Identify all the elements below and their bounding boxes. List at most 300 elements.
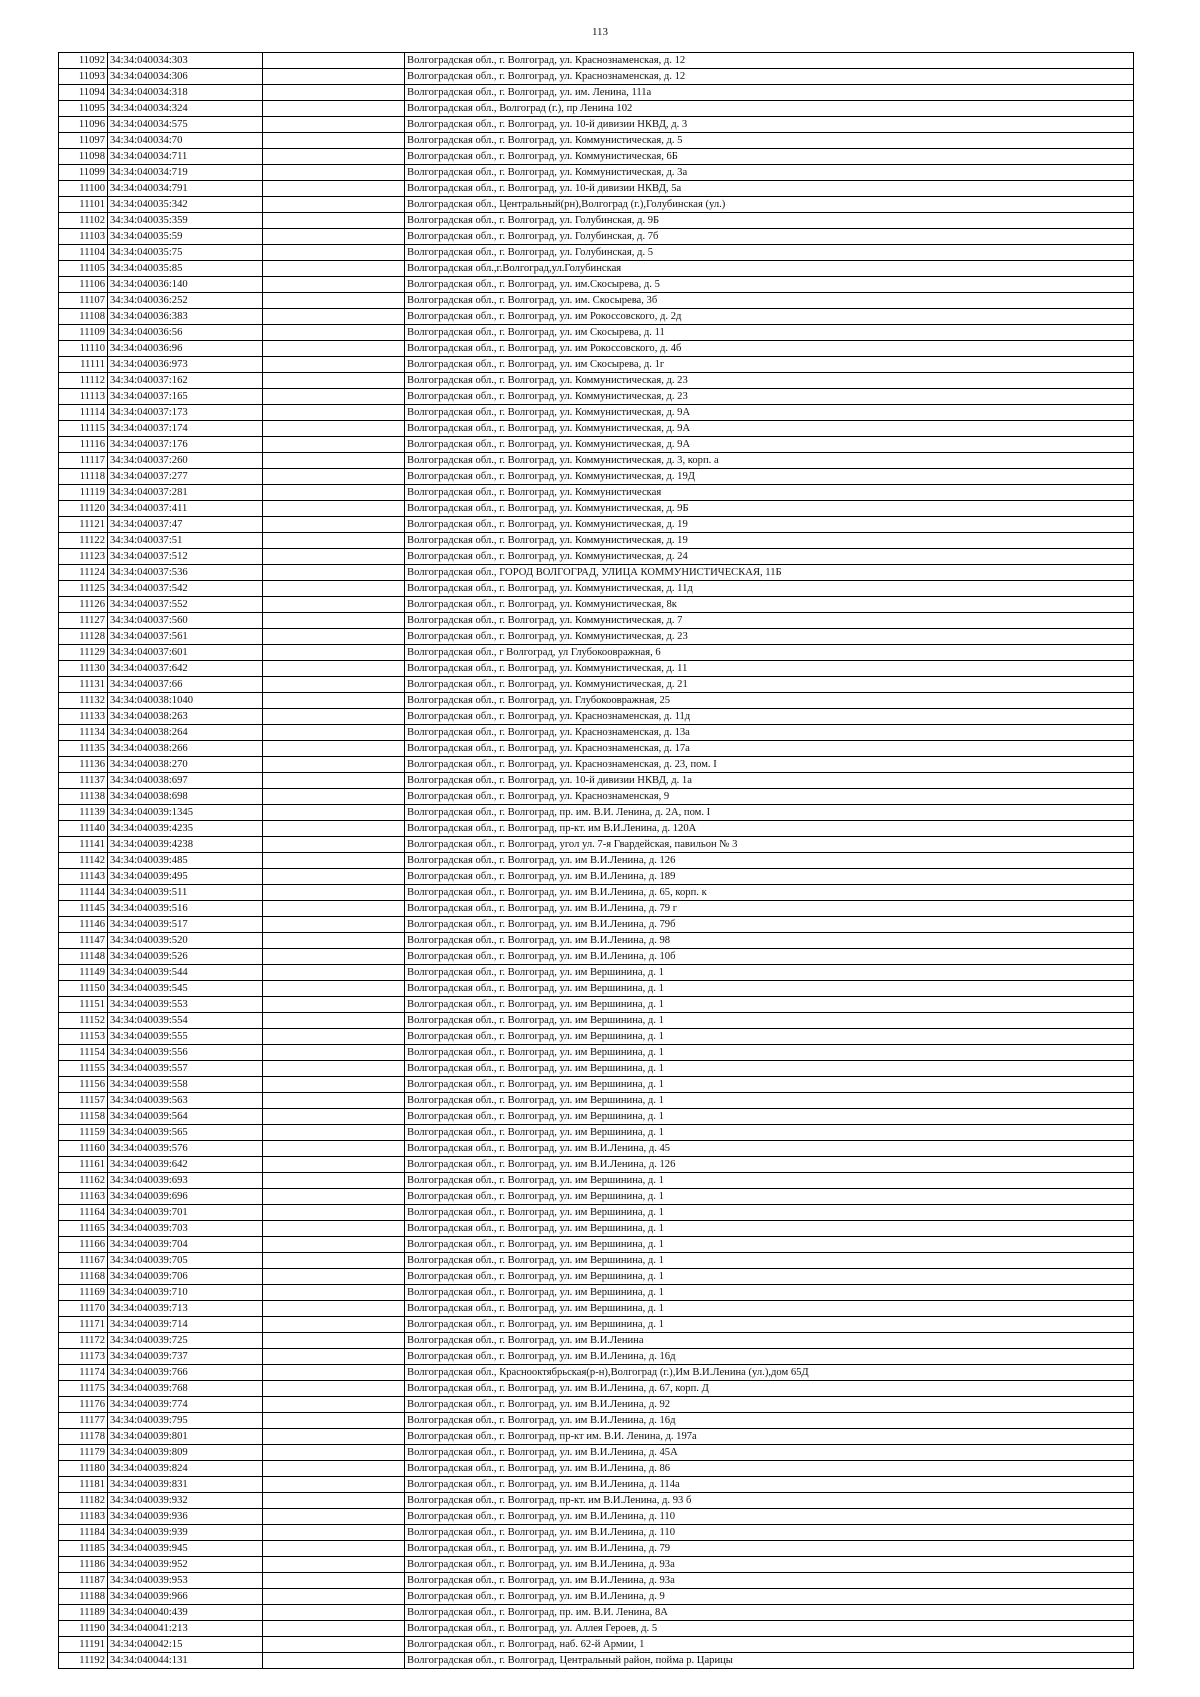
empty-cell: [263, 133, 405, 149]
table-row: [59, 1221, 1134, 1237]
address-cell: Волгоградская обл., г. Волгоград, ул. им В.И.Ленина, д. 45: [405, 1141, 1134, 1157]
row-number-cell: 11152: [59, 1013, 108, 1029]
table-row: [59, 613, 1134, 629]
address-cell: Волгоградская обл., г. Волгоград, пр-кт. им В.И.Ленина, д. 93 б: [405, 1493, 1134, 1509]
row-number-cell: 11148: [59, 949, 108, 965]
table-row: [59, 1413, 1134, 1429]
address-cell: Волгоградская обл., г. Волгоград, ул. им Вершинина, д. 1: [405, 1221, 1134, 1237]
row-number-cell: 11185: [59, 1541, 108, 1557]
cadastral-number-cell: 34:34:040036:383: [108, 309, 263, 325]
table-row: [59, 981, 1134, 997]
empty-cell: [263, 693, 405, 709]
cadastral-number-cell: 34:34:040039:824: [108, 1461, 263, 1477]
table-row: [59, 901, 1134, 917]
cadastral-number-cell: 34:34:040037:176: [108, 437, 263, 453]
row-number-cell: 11141: [59, 837, 108, 853]
cadastral-number-cell: 34:34:040039:939: [108, 1525, 263, 1541]
cadastral-number-cell: 34:34:040039:556: [108, 1045, 263, 1061]
table-row: [59, 325, 1134, 341]
empty-cell: [263, 101, 405, 117]
empty-cell: [263, 1237, 405, 1253]
empty-cell: [263, 757, 405, 773]
cadastral-number-cell: 34:34:040038:697: [108, 773, 263, 789]
empty-cell: [263, 1541, 405, 1557]
table-row: [59, 469, 1134, 485]
empty-cell: [263, 1157, 405, 1173]
row-number-cell: 11138: [59, 789, 108, 805]
cadastral-number-cell: 34:34:040039:766: [108, 1365, 263, 1381]
cadastral-number-cell: 34:34:040039:945: [108, 1541, 263, 1557]
address-cell: Волгоградская обл., г. Волгоград, ул. Коммунистическая, д. 23: [405, 373, 1134, 389]
address-cell: Волгоградская обл., г. Волгоград, Центральный район, пойма р. Царицы: [405, 1653, 1134, 1669]
address-cell: Волгоградская обл., г. Волгоград, ул. им Вершинина, д. 1: [405, 1029, 1134, 1045]
cadastral-number-cell: 34:34:040034:575: [108, 117, 263, 133]
row-number-cell: 11129: [59, 645, 108, 661]
cadastral-number-cell: 34:34:040039:557: [108, 1061, 263, 1077]
row-number-cell: 11122: [59, 533, 108, 549]
cadastral-number-cell: 34:34:040039:953: [108, 1573, 263, 1589]
address-cell: Волгоградская обл., г. Волгоград, ул. им Вершинина, д. 1: [405, 981, 1134, 997]
empty-cell: [263, 1493, 405, 1509]
row-number-cell: 11154: [59, 1045, 108, 1061]
empty-cell: [263, 1285, 405, 1301]
table-row: [59, 533, 1134, 549]
empty-cell: [263, 965, 405, 981]
address-cell: Волгоградская обл., г. Волгоград, ул. им Вершинина, д. 1: [405, 997, 1134, 1013]
empty-cell: [263, 885, 405, 901]
row-number-cell: 11176: [59, 1397, 108, 1413]
table-row: [59, 725, 1134, 741]
row-number-cell: 11137: [59, 773, 108, 789]
cadastral-number-cell: 34:34:040039:544: [108, 965, 263, 981]
cadastral-number-cell: 34:34:040039:4235: [108, 821, 263, 837]
table-row: [59, 789, 1134, 805]
row-number-cell: 11149: [59, 965, 108, 981]
table-row: [59, 837, 1134, 853]
cadastral-number-cell: 34:34:040035:75: [108, 245, 263, 261]
empty-cell: [263, 165, 405, 181]
address-cell: Волгоградская обл., г. Волгоград, ул. им В.И.Ленина, д. 93а: [405, 1557, 1134, 1573]
address-cell: Волгоградская обл., г. Волгоград, ул. Краснознаменская, д. 12: [405, 53, 1134, 69]
table-row: [59, 1349, 1134, 1365]
table-row: [59, 1253, 1134, 1269]
cadastral-number-cell: 34:34:040039:725: [108, 1333, 263, 1349]
table-row: [59, 1301, 1134, 1317]
cadastral-number-cell: 34:34:040037:536: [108, 565, 263, 581]
row-number-cell: 11117: [59, 453, 108, 469]
cadastral-number-cell: 34:34:040040:439: [108, 1605, 263, 1621]
table-row: [59, 853, 1134, 869]
row-number-cell: 11166: [59, 1237, 108, 1253]
address-cell: Волгоградская обл., г. Волгоград, пр-кт. им В.И.Ленина, д. 120А: [405, 821, 1134, 837]
row-number-cell: 11142: [59, 853, 108, 869]
table-row: [59, 1429, 1134, 1445]
cadastral-number-cell: 34:34:040037:277: [108, 469, 263, 485]
address-cell: Волгоградская обл., г. Волгоград, ул. Коммунистическая, д. 21: [405, 677, 1134, 693]
row-number-cell: 11162: [59, 1173, 108, 1189]
row-number-cell: 11169: [59, 1285, 108, 1301]
table-row: [59, 1045, 1134, 1061]
address-cell: Волгоградская обл., г. Волгоград, ул. Коммунистическая, 6Б: [405, 149, 1134, 165]
empty-cell: [263, 469, 405, 485]
row-number-cell: 11110: [59, 341, 108, 357]
address-cell: Волгоградская обл., г. Волгоград, ул. им В.И.Ленина, д. 110: [405, 1509, 1134, 1525]
cadastral-number-cell: 34:34:040034:719: [108, 165, 263, 181]
cadastral-number-cell: 34:34:040039:554: [108, 1013, 263, 1029]
empty-cell: [263, 181, 405, 197]
table-row: [59, 1029, 1134, 1045]
address-cell: Волгоградская обл., г. Волгоград, ул. им Вершинина, д. 1: [405, 1317, 1134, 1333]
cadastral-number-cell: 34:34:040034:303: [108, 53, 263, 69]
address-cell: Волгоградская обл., г. Волгоград, ул. им Вершинина, д. 1: [405, 965, 1134, 981]
cadastral-number-cell: 34:34:040037:601: [108, 645, 263, 661]
cadastral-number-cell: 34:34:040037:542: [108, 581, 263, 597]
address-cell: Волгоградская обл., г. Волгоград, ул. Коммунистическая, д. 11: [405, 661, 1134, 677]
address-cell: Волгоградская обл., г. Волгоград, ул. им. Скосырева, 3б: [405, 293, 1134, 309]
address-cell: Волгоградская обл., г. Волгоград, угол ул. 7-я Гвардейская, павильон № 3: [405, 837, 1134, 853]
cadastral-number-cell: 34:34:040039:526: [108, 949, 263, 965]
address-cell: Волгоградская обл., г. Волгоград, ул. им Рокоссовского, д. 2д: [405, 309, 1134, 325]
empty-cell: [263, 53, 405, 69]
empty-cell: [263, 85, 405, 101]
empty-cell: [263, 1573, 405, 1589]
cadastral-number-cell: 34:34:040038:270: [108, 757, 263, 773]
empty-cell: [263, 1589, 405, 1605]
cadastral-number-cell: 34:34:040039:642: [108, 1157, 263, 1173]
address-cell: Волгоградская обл., г. Волгоград, ул. им В.И.Ленина, д. 10б: [405, 949, 1134, 965]
address-cell: Волгоградская обл., г. Волгоград, ул. Коммунистическая, д. 9А: [405, 421, 1134, 437]
row-number-cell: 11099: [59, 165, 108, 181]
address-cell: Волгоградская обл., г. Волгоград, ул. им Вершинина, д. 1: [405, 1205, 1134, 1221]
cadastral-number-cell: 34:34:040039:576: [108, 1141, 263, 1157]
cadastral-number-cell: 34:34:040039:555: [108, 1029, 263, 1045]
table-row: [59, 933, 1134, 949]
table-row: [59, 373, 1134, 389]
row-number-cell: 11098: [59, 149, 108, 165]
row-number-cell: 11127: [59, 613, 108, 629]
row-number-cell: 11114: [59, 405, 108, 421]
row-number-cell: 11161: [59, 1157, 108, 1173]
cadastral-number-cell: 34:34:040038:266: [108, 741, 263, 757]
row-number-cell: 11093: [59, 69, 108, 85]
table-row: [59, 213, 1134, 229]
row-number-cell: 11150: [59, 981, 108, 997]
table-row: [59, 1125, 1134, 1141]
table-row: [59, 261, 1134, 277]
table-row: [59, 277, 1134, 293]
table-row: [59, 517, 1134, 533]
empty-cell: [263, 981, 405, 997]
cadastral-number-cell: 34:34:040039:4238: [108, 837, 263, 853]
table-row: [59, 1557, 1134, 1573]
row-number-cell: 11143: [59, 869, 108, 885]
empty-cell: [263, 277, 405, 293]
address-cell: Волгоградская обл.,г.Волгоград,ул.Голубинская: [405, 261, 1134, 277]
address-cell: Волгоградская обл., г. Волгоград, ул. им Вершинина, д. 1: [405, 1269, 1134, 1285]
row-number-cell: 11189: [59, 1605, 108, 1621]
address-cell: Волгоградская обл., г Волгоград, ул Глубокоовражная, 6: [405, 645, 1134, 661]
address-cell: Волгоградская обл., г. Волгоград, ул. им В.И.Ленина, д. 114а: [405, 1477, 1134, 1493]
row-number-cell: 11175: [59, 1381, 108, 1397]
empty-cell: [263, 933, 405, 949]
table-row: [59, 341, 1134, 357]
cadastral-number-cell: 34:34:040039:564: [108, 1109, 263, 1125]
empty-cell: [263, 677, 405, 693]
empty-cell: [263, 997, 405, 1013]
address-cell: Волгоградская обл., г. Волгоград, ул. Коммунистическая, д. 9А: [405, 437, 1134, 453]
table-row: [59, 1237, 1134, 1253]
cadastral-number-cell: 34:34:040037:174: [108, 421, 263, 437]
table-row: [59, 229, 1134, 245]
row-number-cell: 11159: [59, 1125, 108, 1141]
table-row: [59, 805, 1134, 821]
table-row: [59, 1013, 1134, 1029]
address-cell: Волгоградская обл., г. Волгоград, ул. им Вершинина, д. 1: [405, 1109, 1134, 1125]
empty-cell: [263, 629, 405, 645]
empty-cell: [263, 1125, 405, 1141]
address-cell: Волгоградская обл., г. Волгоград, ул. Коммунистическая, д. 19: [405, 517, 1134, 533]
cadastral-number-cell: 34:34:040039:795: [108, 1413, 263, 1429]
empty-cell: [263, 725, 405, 741]
address-cell: Волгоградская обл., г. Волгоград, ул. Коммунистическая, д. 23: [405, 629, 1134, 645]
cadastral-number-cell: 34:34:040039:774: [108, 1397, 263, 1413]
row-number-cell: 11187: [59, 1573, 108, 1589]
address-cell: Волгоградская обл., г. Волгоград, пр. им. В.И. Ленина, 8А: [405, 1605, 1134, 1621]
address-cell: Волгоградская обл., г. Волгоград, ул. им.Скосырева, д. 5: [405, 277, 1134, 293]
table-row: [59, 693, 1134, 709]
empty-cell: [263, 549, 405, 565]
table-row: [59, 1605, 1134, 1621]
row-number-cell: 11106: [59, 277, 108, 293]
row-number-cell: 11133: [59, 709, 108, 725]
cadastral-number-cell: 34:34:040037:281: [108, 485, 263, 501]
table-row: [59, 1621, 1134, 1637]
address-cell: Волгоградская обл., г. Волгоград, ул. Голубинская, д. 5: [405, 245, 1134, 261]
cadastral-number-cell: 34:34:040038:263: [108, 709, 263, 725]
address-cell: Волгоградская обл., г. Волгоград, ул. им В.И.Ленина: [405, 1333, 1134, 1349]
empty-cell: [263, 501, 405, 517]
address-cell: Волгоградская обл., г. Волгоград, ул. им В.И.Ленина, д. 126: [405, 1157, 1134, 1173]
empty-cell: [263, 69, 405, 85]
address-cell: Волгоградская обл., г. Волгоград, ул. им Вершинина, д. 1: [405, 1045, 1134, 1061]
table-row: [59, 53, 1134, 69]
table-row: [59, 821, 1134, 837]
empty-cell: [263, 197, 405, 213]
row-number-cell: 11120: [59, 501, 108, 517]
cadastral-number-cell: 34:34:040039:511: [108, 885, 263, 901]
cadastral-number-cell: 34:34:040039:831: [108, 1477, 263, 1493]
row-number-cell: 11190: [59, 1621, 108, 1637]
address-cell: Волгоградская обл., Краснооктябрьская(р-н),Волгоград (г.),Им В.И.Ленина (ул.),дом 65Д: [405, 1365, 1134, 1381]
row-number-cell: 11113: [59, 389, 108, 405]
address-cell: Волгоградская обл., г. Волгоград, ул. Коммунистическая: [405, 485, 1134, 501]
row-number-cell: 11118: [59, 469, 108, 485]
cadastral-number-cell: 34:34:040039:563: [108, 1093, 263, 1109]
cadastral-number-cell: 34:34:040035:59: [108, 229, 263, 245]
address-cell: Волгоградская обл., г. Волгоград, ул. им В.И.Ленина, д. 45А: [405, 1445, 1134, 1461]
address-cell: Волгоградская обл., г. Волгоград, ул. Коммунистическая, д. 5: [405, 133, 1134, 149]
empty-cell: [263, 1637, 405, 1653]
empty-cell: [263, 1349, 405, 1365]
table-row: [59, 1205, 1134, 1221]
address-cell: Волгоградская обл., г. Волгоград, ул. им Вершинина, д. 1: [405, 1077, 1134, 1093]
address-cell: Волгоградская обл., г. Волгоград, ул. им Скосырева, д. 1г: [405, 357, 1134, 373]
page-number: 113: [591, 26, 609, 38]
row-number-cell: 11182: [59, 1493, 108, 1509]
table-row: [59, 1637, 1134, 1653]
address-cell: Волгоградская обл., г. Волгоград, ул. 10-й дивизии НКВД, 5а: [405, 181, 1134, 197]
address-cell: Волгоградская обл., г. Волгоград, ул. им В.И.Ленина, д. 86: [405, 1461, 1134, 1477]
empty-cell: [263, 389, 405, 405]
address-cell: Волгоградская обл., г. Волгоград, ул. им Рокоссовского, д. 4б: [405, 341, 1134, 357]
table-row: [59, 293, 1134, 309]
table-row: [59, 597, 1134, 613]
address-cell: Волгоградская обл., г. Волгоград, ул. им В.И.Ленина, д. 16д: [405, 1413, 1134, 1429]
row-number-cell: 11111: [59, 357, 108, 373]
empty-cell: [263, 741, 405, 757]
address-cell: Волгоградская обл., г. Волгоград, ул. им В.И.Ленина, д. 92: [405, 1397, 1134, 1413]
empty-cell: [263, 1189, 405, 1205]
empty-cell: [263, 341, 405, 357]
cadastral-number-cell: 34:34:040039:565: [108, 1125, 263, 1141]
address-cell: Волгоградская обл., г. Волгоград, ул. им В.И.Ленина, д. 189: [405, 869, 1134, 885]
table-row: [59, 1333, 1134, 1349]
empty-cell: [263, 309, 405, 325]
cadastral-number-cell: 34:34:040036:973: [108, 357, 263, 373]
row-number-cell: 11178: [59, 1429, 108, 1445]
table-row: [59, 1285, 1134, 1301]
cadastral-number-cell: 34:34:040037:66: [108, 677, 263, 693]
address-cell: Волгоградская обл., г. Волгоград, ул. Голубинская, д. 9Б: [405, 213, 1134, 229]
row-number-cell: 11135: [59, 741, 108, 757]
empty-cell: [263, 1077, 405, 1093]
row-number-cell: 11119: [59, 485, 108, 501]
cadastral-number-cell: 34:34:040037:51: [108, 533, 263, 549]
row-number-cell: 11179: [59, 1445, 108, 1461]
empty-cell: [263, 1109, 405, 1125]
cadastral-number-cell: 34:34:040037:165: [108, 389, 263, 405]
row-number-cell: 11124: [59, 565, 108, 581]
address-cell: Волгоградская обл., г. Волгоград, ул. им В.И.Ленина, д. 79 г: [405, 901, 1134, 917]
table-row: [59, 101, 1134, 117]
row-number-cell: 11109: [59, 325, 108, 341]
address-cell: Волгоградская обл., г. Волгоград, ул. Коммунистическая, д. 19: [405, 533, 1134, 549]
row-number-cell: 11181: [59, 1477, 108, 1493]
cadastral-number-cell: 34:34:040039:558: [108, 1077, 263, 1093]
table-row: [59, 309, 1134, 325]
row-number-cell: 11157: [59, 1093, 108, 1109]
empty-cell: [263, 1045, 405, 1061]
table-row: [59, 389, 1134, 405]
table-row: [59, 1093, 1134, 1109]
cadastral-number-cell: 34:34:040037:411: [108, 501, 263, 517]
address-cell: Волгоградская обл., г. Волгоград, ул. им В.И.Ленина, д. 67, корп. Д: [405, 1381, 1134, 1397]
row-number-cell: 11191: [59, 1637, 108, 1653]
address-cell: Волгоградская обл., Центральный(рн),Волгоград (г.),Голубинская (ул.): [405, 197, 1134, 213]
empty-cell: [263, 1269, 405, 1285]
row-number-cell: 11096: [59, 117, 108, 133]
address-cell: Волгоградская обл., г. Волгоград, ул. Коммунистическая, д. 3, корп. а: [405, 453, 1134, 469]
address-cell: Волгоградская обл., г. Волгоград, ул. Краснознаменская, д. 12: [405, 69, 1134, 85]
cadastral-number-cell: 34:34:040039:703: [108, 1221, 263, 1237]
cadastral-number-cell: 34:34:040039:545: [108, 981, 263, 997]
cadastral-number-cell: 34:34:040039:932: [108, 1493, 263, 1509]
empty-cell: [263, 1173, 405, 1189]
empty-cell: [263, 901, 405, 917]
empty-cell: [263, 1317, 405, 1333]
row-number-cell: 11094: [59, 85, 108, 101]
address-cell: Волгоградская обл., г. Волгоград, ул. им Скосырева, д. 11: [405, 325, 1134, 341]
row-number-cell: 11126: [59, 597, 108, 613]
row-number-cell: 11100: [59, 181, 108, 197]
row-number-cell: 11146: [59, 917, 108, 933]
empty-cell: [263, 661, 405, 677]
row-number-cell: 11102: [59, 213, 108, 229]
cadastral-number-cell: 34:34:040034:306: [108, 69, 263, 85]
table-row: [59, 1077, 1134, 1093]
row-number-cell: 11131: [59, 677, 108, 693]
address-cell: Волгоградская обл., г. Волгоград, ул. Аллея Героев, д. 5: [405, 1621, 1134, 1637]
address-cell: Волгоградская обл., г. Волгоград, ул. Краснознаменская, д. 13а: [405, 725, 1134, 741]
empty-cell: [263, 1525, 405, 1541]
cadastral-number-cell: 34:34:040037:560: [108, 613, 263, 629]
table-row: [59, 549, 1134, 565]
table-row: [59, 501, 1134, 517]
cadastral-number-cell: 34:34:040039:737: [108, 1349, 263, 1365]
empty-cell: [263, 709, 405, 725]
table-row: [59, 1573, 1134, 1589]
row-number-cell: 11171: [59, 1317, 108, 1333]
table-row: [59, 949, 1134, 965]
empty-cell: [263, 517, 405, 533]
row-number-cell: 11167: [59, 1253, 108, 1269]
cadastral-number-cell: 34:34:040039:485: [108, 853, 263, 869]
address-cell: Волгоградская обл., г. Волгоград, ул. им Вершинина, д. 1: [405, 1125, 1134, 1141]
empty-cell: [263, 1477, 405, 1493]
empty-cell: [263, 853, 405, 869]
address-cell: Волгоградская обл., г. Волгоград, ул. Краснознаменская, д. 23, пом. I: [405, 757, 1134, 773]
address-cell: Волгоградская обл., г. Волгоград, ул. Коммунистическая, 8к: [405, 597, 1134, 613]
row-number-cell: 11104: [59, 245, 108, 261]
address-cell: Волгоградская обл., г. Волгоград, ул. им Вершинина, д. 1: [405, 1189, 1134, 1205]
table-row: [59, 85, 1134, 101]
cadastral-number-cell: 34:34:040035:359: [108, 213, 263, 229]
empty-cell: [263, 837, 405, 853]
table-row: [59, 437, 1134, 453]
empty-cell: [263, 373, 405, 389]
table-row: [59, 1141, 1134, 1157]
cadastral-number-cell: 34:34:040037:512: [108, 549, 263, 565]
cadastral-number-cell: 34:34:040034:791: [108, 181, 263, 197]
table-row: [59, 1157, 1134, 1173]
table-row: [59, 453, 1134, 469]
cadastral-number-cell: 34:34:040034:70: [108, 133, 263, 149]
empty-cell: [263, 869, 405, 885]
cadastral-number-cell: 34:34:040039:801: [108, 1429, 263, 1445]
empty-cell: [263, 1429, 405, 1445]
address-cell: Волгоградская обл., г. Волгоград, ул. Краснознаменская, д. 11д: [405, 709, 1134, 725]
table-row: [59, 117, 1134, 133]
cadastral-number-cell: 34:34:040038:264: [108, 725, 263, 741]
table-row: [59, 645, 1134, 661]
table-row: [59, 677, 1134, 693]
address-cell: Волгоградская обл., г. Волгоград, ул. Коммунистическая, д. 23: [405, 389, 1134, 405]
row-number-cell: 11156: [59, 1077, 108, 1093]
empty-cell: [263, 917, 405, 933]
table-row: [59, 181, 1134, 197]
empty-cell: [263, 421, 405, 437]
cadastral-number-cell: 34:34:040039:714: [108, 1317, 263, 1333]
